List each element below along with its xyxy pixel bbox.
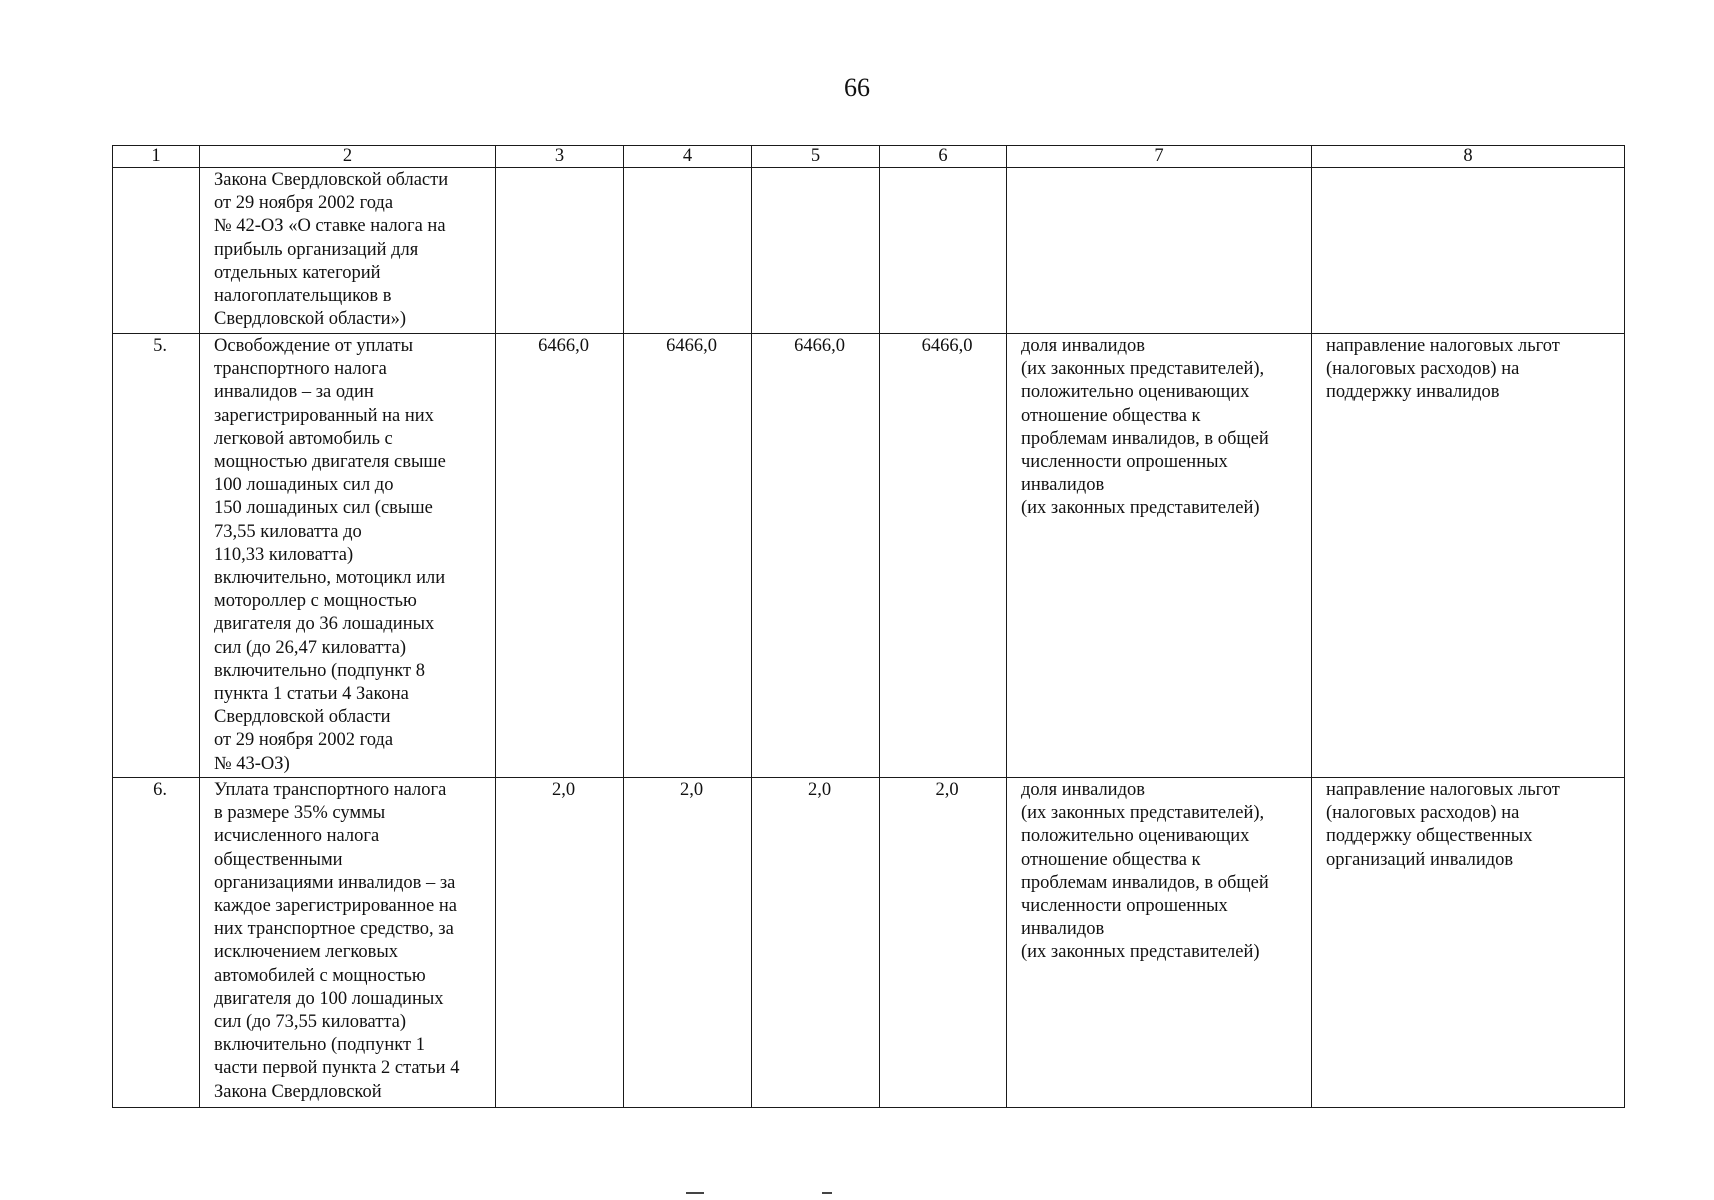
benefit-description-line: от 29 ноября 2002 года	[214, 730, 394, 751]
benefit-description-line: 110,33 киловатта)	[214, 544, 354, 565]
effectiveness-indicator	[1007, 168, 1312, 334]
benefit-description-line: двигателя до 100 лошадиных	[214, 988, 444, 1009]
column-header: 5	[752, 146, 880, 168]
page-number: 66	[844, 73, 870, 102]
benefit-description-line: мотороллер с мощностью	[214, 591, 417, 612]
scan-mark	[686, 1192, 704, 1194]
benefits-table	[112, 145, 1625, 1108]
benefit-description-line: № 42-ОЗ «О ставке налога на	[214, 216, 446, 237]
value-column-3	[496, 168, 624, 334]
value-column-3: 6466,0	[496, 334, 624, 778]
benefit-description-line: транспортного налога	[214, 359, 387, 380]
effectiveness-indicator-line: (их законных представителей),	[1021, 803, 1265, 824]
value-column-4: 6466,0	[624, 334, 752, 778]
benefit-direction-line: направление налоговых льгот	[1326, 336, 1560, 356]
column-header: 7	[1007, 146, 1312, 168]
column-header: 8	[1312, 146, 1625, 168]
benefit-description-line: Свердловской области	[214, 707, 391, 728]
value-column-4	[624, 168, 752, 334]
benefit-description-line: каждое зарегистрированное на	[214, 896, 457, 917]
column-number-header-row	[113, 146, 1625, 168]
value-column-4: 2,0	[624, 778, 752, 1108]
benefit-direction-line: (налоговых расходов) на	[1326, 359, 1520, 380]
table-row	[113, 778, 1625, 1108]
benefit-direction	[1312, 778, 1625, 1108]
benefit-description-line: Свердловской области»)	[214, 309, 406, 330]
benefit-direction-line: организаций инвалидов	[1326, 849, 1514, 870]
benefit-description-line: включительно, мотоцикл или	[214, 568, 446, 589]
value-column-5	[752, 168, 880, 334]
benefit-direction-line: поддержку общественных	[1326, 826, 1533, 847]
value-column-6: 6466,0	[880, 334, 1007, 778]
benefit-description-line: общественными	[214, 849, 343, 870]
benefit-direction-line: поддержку инвалидов	[1326, 382, 1500, 403]
benefit-direction	[1312, 168, 1625, 334]
row-number: 5.	[113, 334, 200, 778]
benefit-description-line: мощностью двигателя свыше	[214, 452, 446, 473]
effectiveness-indicator-line: доля инвалидов	[1021, 780, 1145, 800]
benefit-description-line: зарегистрированный на них	[214, 405, 434, 426]
benefit-description-line: 150 лошадиных сил (свыше	[214, 498, 433, 519]
effectiveness-indicator	[1007, 778, 1312, 1108]
benefit-description-line: исключением легковых	[214, 942, 399, 963]
benefit-description-line: 100 лошадиных сил до	[214, 475, 394, 496]
benefit-description-line: 73,55 киловатта до	[214, 521, 362, 542]
benefit-description-line: Закона Свердловской	[214, 1081, 382, 1102]
effectiveness-indicator-line: проблемам инвалидов, в общей	[1021, 428, 1269, 449]
value-column-6	[880, 168, 1007, 334]
value-column-5: 6466,0	[752, 334, 880, 778]
value-column-5: 2,0	[752, 778, 880, 1108]
benefit-description-line: сил (до 26,47 киловатта)	[214, 637, 407, 658]
table-row	[113, 168, 1625, 334]
benefit-description-line: легковой автомобиль с	[214, 428, 393, 449]
effectiveness-indicator-line: инвалидов	[1021, 475, 1105, 496]
benefit-description	[200, 334, 496, 778]
value-column-6: 2,0	[880, 778, 1007, 1108]
benefit-description-line: Освобождение от уплаты	[214, 336, 414, 356]
benefit-description-line: инвалидов – за один	[214, 382, 374, 403]
benefit-description-line: налогоплательщиков в	[214, 286, 392, 307]
benefit-description-line: двигателя до 36 лошадиных	[214, 614, 435, 635]
benefit-description	[200, 778, 496, 1108]
effectiveness-indicator-line: доля инвалидов	[1021, 336, 1145, 356]
benefit-description-line: автомобилей с мощностью	[214, 965, 426, 986]
effectiveness-indicator-line: положительно оценивающих	[1021, 826, 1250, 847]
effectiveness-indicator-line: проблемам инвалидов, в общей	[1021, 872, 1269, 893]
effectiveness-indicator-line: отношение общества к	[1021, 849, 1201, 870]
benefit-description-line: отдельных категорий	[214, 262, 381, 283]
benefit-description-line: сил (до 73,55 киловатта)	[214, 1012, 407, 1033]
benefit-description-line: прибыль организаций для	[214, 239, 419, 260]
benefit-description-line: Уплата транспортного налога	[214, 780, 447, 800]
benefit-direction-line: (налоговых расходов) на	[1326, 803, 1520, 824]
benefit-description-line: исчисленного налога	[214, 826, 380, 847]
effectiveness-indicator-line: численности опрошенных	[1021, 896, 1228, 917]
benefit-direction-line: направление налоговых льгот	[1326, 780, 1560, 800]
effectiveness-indicator	[1007, 334, 1312, 778]
benefit-description-line: в размере 35% суммы	[214, 803, 386, 824]
benefit-description-line: от 29 ноября 2002 года	[214, 193, 394, 214]
column-header: 3	[496, 146, 624, 168]
effectiveness-indicator-line: положительно оценивающих	[1021, 382, 1250, 403]
benefit-description-line: пункта 1 статьи 4 Закона	[214, 684, 409, 705]
row-number	[113, 168, 200, 334]
benefit-description-line: них транспортное средство, за	[214, 919, 454, 940]
column-header: 2	[200, 146, 496, 168]
benefit-description-line: части первой пункта 2 статьи 4	[214, 1058, 460, 1079]
benefit-description-line: Закона Свердловской области	[214, 170, 449, 190]
benefit-description-line: организациями инвалидов – за	[214, 872, 456, 893]
benefit-direction	[1312, 334, 1625, 778]
value-column-3: 2,0	[496, 778, 624, 1108]
benefit-description-line: № 43-ОЗ)	[214, 753, 290, 774]
benefit-description	[200, 168, 496, 334]
row-number: 6.	[113, 778, 200, 1108]
effectiveness-indicator-line: отношение общества к	[1021, 405, 1201, 426]
scan-marks	[0, 1192, 1714, 1196]
scan-mark	[822, 1192, 832, 1194]
benefit-description-line: включительно (подпункт 1	[214, 1035, 425, 1056]
effectiveness-indicator-line: (их законных представителей)	[1021, 498, 1260, 519]
effectiveness-indicator-line: (их законных представителей)	[1021, 942, 1260, 963]
effectiveness-indicator-line: численности опрошенных	[1021, 452, 1228, 473]
benefit-description-line: включительно (подпункт 8	[214, 660, 425, 681]
column-header: 6	[880, 146, 1007, 168]
column-header: 4	[624, 146, 752, 168]
effectiveness-indicator-line: (их законных представителей),	[1021, 359, 1265, 380]
table-row	[113, 334, 1625, 778]
column-header: 1	[113, 146, 200, 168]
effectiveness-indicator-line: инвалидов	[1021, 919, 1105, 940]
